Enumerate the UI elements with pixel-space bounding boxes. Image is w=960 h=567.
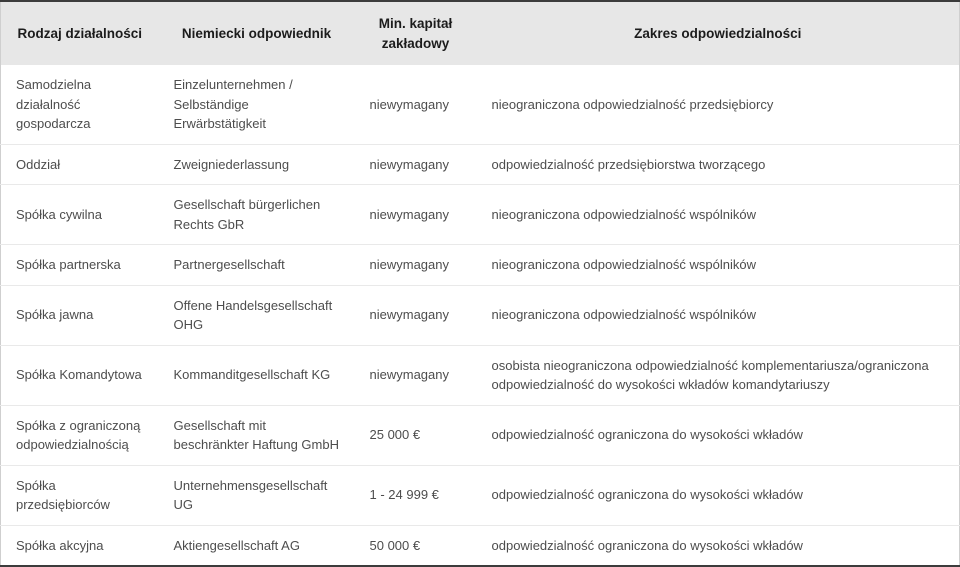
table-row [1,285,960,345]
table-cell: Spółka cywilna [1,185,159,245]
table-row [1,525,960,566]
table-cell: Gesellschaft mit beschränkter Haftung GmbH [159,405,355,465]
table-cell: Spółka z ograniczoną odpowiedzialnością [1,405,159,465]
table-cell: Einzelunternehmen / Selbständige Erwärbstätigkeit [159,65,355,144]
column-header-rodzaj-dzialalnosci: Rodzaj działalności [1,1,159,65]
table-cell: 1 - 24 999 € [355,465,477,525]
table-header [1,1,960,65]
table-cell: odpowiedzialność ograniczona do wysokości wkładów [477,465,960,525]
table-cell: niewymagany [355,144,477,185]
table-cell: niewymagany [355,345,477,405]
table-cell: Spółka przedsiębiorców [1,465,159,525]
table-cell: osobista nieograniczona odpowiedzialność komplementariusza/ograniczona odpowiedzialność do wysokości wkładów komandytariuszy [477,345,960,405]
column-header-min-kapital-zakladowy: Min. kapitał zakładowy [355,1,477,65]
table-cell: nieograniczona odpowiedzialność wspólników [477,185,960,245]
table-cell: Kommanditgesellschaft KG [159,345,355,405]
table-cell: Zweigniederlassung [159,144,355,185]
table-cell: niewymagany [355,65,477,144]
table-cell: odpowiedzialność ograniczona do wysokości wkładów [477,405,960,465]
table-cell: odpowiedzialność ograniczona do wysokości wkładów [477,525,960,566]
table-cell: Spółka akcyjna [1,525,159,566]
table-cell: Spółka jawna [1,285,159,345]
table-cell: niewymagany [355,285,477,345]
table-cell: odpowiedzialność przedsiębiorstwa tworzącego [477,144,960,185]
table-cell: niewymagany [355,245,477,286]
table-cell: Spółka Komandytowa [1,345,159,405]
table-row [1,465,960,525]
table-cell: Partnergesellschaft [159,245,355,286]
table-cell: Samodzielna działalność gospodarcza [1,65,159,144]
table-row [1,345,960,405]
table-cell: Aktiengesellschaft AG [159,525,355,566]
table-row [1,65,960,144]
table-row [1,405,960,465]
column-header-zakres-odpowiedzialnosci: Zakres odpowiedzialności [477,1,960,65]
table-cell: Gesellschaft bürgerlichen Rechts GbR [159,185,355,245]
table-cell: 50 000 € [355,525,477,566]
table-cell: Unternehmensgesellschaft UG [159,465,355,525]
table-row [1,185,960,245]
column-header-niemiecki-odpowiednik: Niemiecki odpowiednik [159,1,355,65]
table-header-row [1,1,960,65]
table-row [1,144,960,185]
table-cell: nieograniczona odpowiedzialność wspólników [477,245,960,286]
table-body [1,65,960,566]
table-cell: 25 000 € [355,405,477,465]
table-cell: Oddział [1,144,159,185]
table-cell: Spółka partnerska [1,245,159,286]
table-cell: nieograniczona odpowiedzialność przedsiębiorcy [477,65,960,144]
table-cell: nieograniczona odpowiedzialność wspólników [477,285,960,345]
table-cell: niewymagany [355,185,477,245]
table-cell: Offene Handelsgesellschaft OHG [159,285,355,345]
table-row [1,245,960,286]
